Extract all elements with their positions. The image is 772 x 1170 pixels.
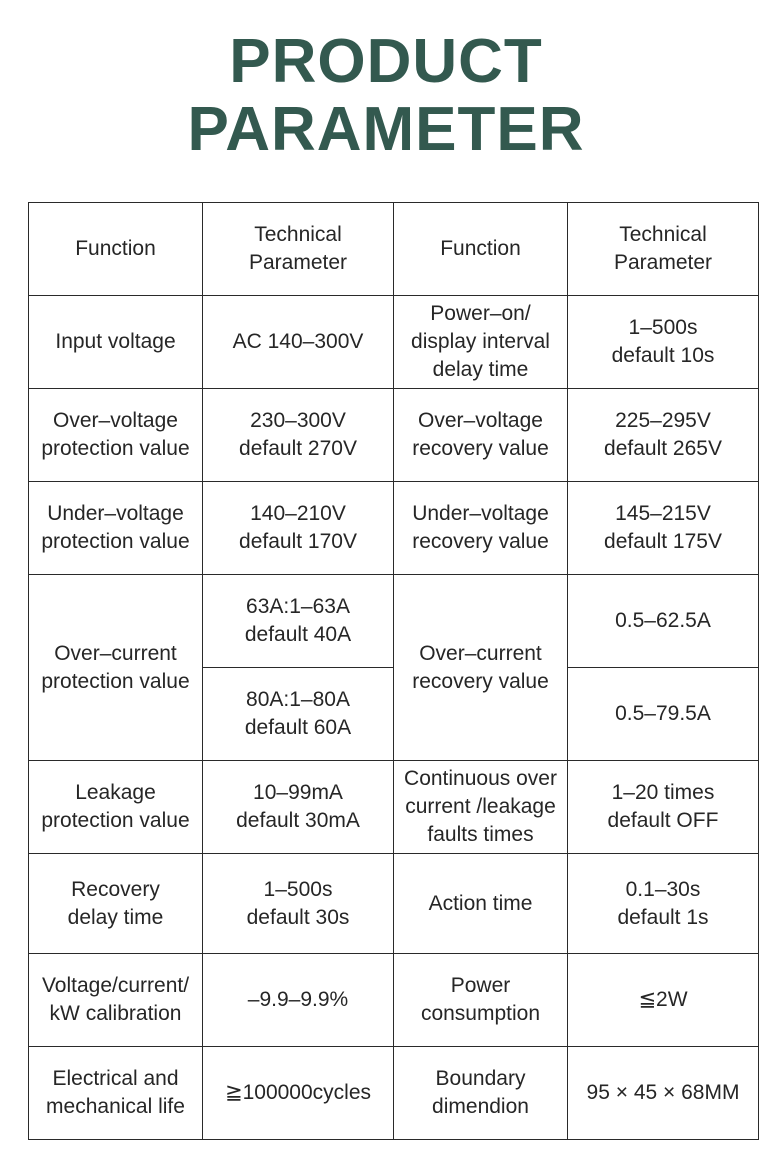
table-row — [29, 854, 759, 954]
cell-function: Under–voltage protection value — [29, 482, 203, 575]
cell-parameter: 225–295V default 265V — [568, 389, 759, 482]
cell-parameter: 0.5–79.5A — [568, 668, 759, 761]
cell-parameter: –9.9–9.9% — [203, 954, 394, 1047]
cell-function: Under–voltage recovery value — [394, 482, 568, 575]
cell-function: Power–on/ display interval delay time — [394, 296, 568, 389]
header-technical-parameter-2: Technical Parameter — [568, 203, 759, 296]
cell-function: Input voltage — [29, 296, 203, 389]
cell-function: Over–voltage protection value — [29, 389, 203, 482]
cell-parameter: 145–215V default 175V — [568, 482, 759, 575]
table-header-row — [29, 203, 759, 296]
table-row — [29, 1047, 759, 1140]
cell-function: Over–voltage recovery value — [394, 389, 568, 482]
table-row — [29, 296, 759, 389]
table-row — [29, 954, 759, 1047]
cell-parameter: ≧100000cycles — [203, 1047, 394, 1140]
page-title — [0, 28, 772, 164]
table-row — [29, 482, 759, 575]
cell-parameter: 0.5–62.5A — [568, 575, 759, 668]
cell-function: Voltage/current/ kW calibration — [29, 954, 203, 1047]
cell-parameter: 1–500s default 10s — [568, 296, 759, 389]
table-row — [29, 389, 759, 482]
cell-function: Over–current recovery value — [394, 575, 568, 761]
cell-parameter: AC 140–300V — [203, 296, 394, 389]
cell-function: Electrical and mechanical life — [29, 1047, 203, 1140]
cell-function: Leakage protection value — [29, 761, 203, 854]
header-technical-parameter-1: Technical Parameter — [203, 203, 394, 296]
cell-function: Recovery delay time — [29, 854, 203, 954]
cell-parameter: 1–20 times default OFF — [568, 761, 759, 854]
cell-function: Continuous over current /leakage faults times — [394, 761, 568, 854]
table-row — [29, 761, 759, 854]
cell-function: Power consumption — [394, 954, 568, 1047]
cell-parameter: 140–210V default 170V — [203, 482, 394, 575]
header-function-2: Function — [394, 203, 568, 296]
cell-parameter: 1–500s default 30s — [203, 854, 394, 954]
cell-parameter: 0.1–30s default 1s — [568, 854, 759, 954]
header-function-1: Function — [29, 203, 203, 296]
cell-parameter: 10–99mA default 30mA — [203, 761, 394, 854]
cell-parameter: ≦2W — [568, 954, 759, 1047]
cell-parameter: 80A:1–80A default 60A — [203, 668, 394, 761]
cell-parameter: 95 × 45 × 68MM — [568, 1047, 759, 1140]
cell-function: Action time — [394, 854, 568, 954]
cell-function: Over–current protection value — [29, 575, 203, 761]
page-title-line-2: PARAMETER — [187, 95, 585, 164]
table-row — [29, 575, 759, 668]
cell-parameter: 63A:1–63A default 40A — [203, 575, 394, 668]
page-title-line-1: PRODUCT — [229, 27, 543, 96]
cell-parameter: 230–300V default 270V — [203, 389, 394, 482]
cell-function: Boundary dimendion — [394, 1047, 568, 1140]
parameter-table — [28, 202, 759, 1140]
